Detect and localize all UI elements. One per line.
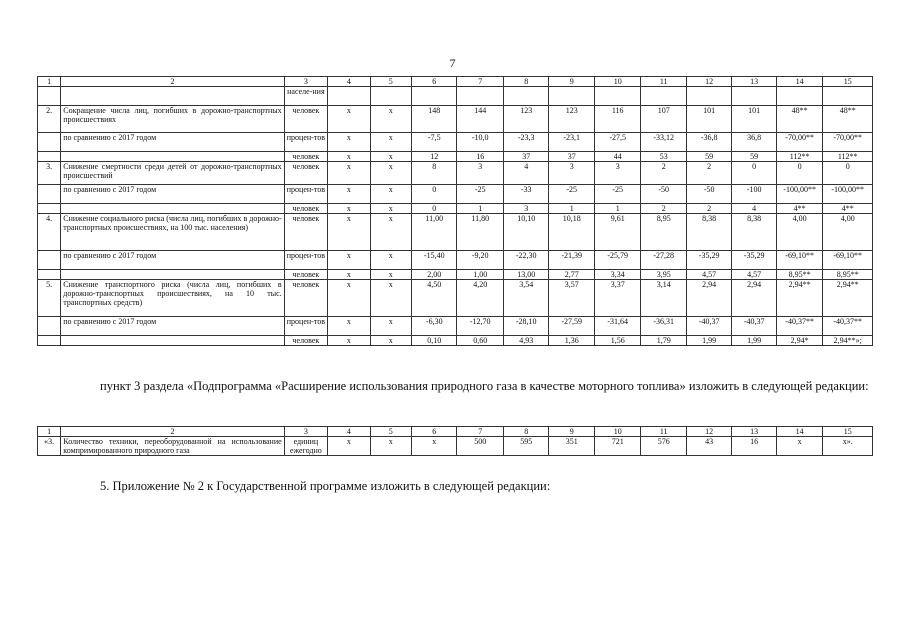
value-cell: -33 xyxy=(503,185,548,204)
column-number-13: 13 xyxy=(732,427,776,437)
value-cell: 2 xyxy=(686,162,731,185)
value-cell: 0,10 xyxy=(412,336,457,346)
unit-cell: человек xyxy=(284,280,327,317)
row-number-cell xyxy=(38,204,61,214)
value-cell: 1,99 xyxy=(732,336,776,346)
value-cell: -69,10** xyxy=(776,251,823,270)
indicator-row xyxy=(38,87,873,106)
row-number-cell xyxy=(38,270,61,280)
value-cell: -36,8 xyxy=(686,133,731,152)
indicator-name-cell xyxy=(61,336,284,346)
indicator-name-cell xyxy=(61,204,284,214)
indicator-name-cell xyxy=(61,270,284,280)
column-number-6: 6 xyxy=(412,427,457,437)
row-number-cell xyxy=(38,317,61,336)
value-cell: х xyxy=(370,204,411,214)
value-cell: -50 xyxy=(641,185,686,204)
indicator-row xyxy=(38,204,873,214)
value-cell: 3 xyxy=(549,162,594,185)
value-cell: 351 xyxy=(549,437,594,456)
value-cell: х xyxy=(328,280,370,317)
indicators-table xyxy=(37,76,873,346)
row-number-cell: 4. xyxy=(38,214,61,251)
value-cell: 36,8 xyxy=(732,133,776,152)
value-cell: -25 xyxy=(594,185,641,204)
value-cell: 0,60 xyxy=(457,336,504,346)
value-cell: 1 xyxy=(457,204,504,214)
value-cell: -100,00** xyxy=(823,185,873,204)
value-cell: 123 xyxy=(503,106,548,133)
value-cell: 721 xyxy=(594,437,641,456)
value-cell: 3 xyxy=(594,162,641,185)
value-cell: 144 xyxy=(457,106,504,133)
value-cell: 148 xyxy=(412,106,457,133)
column-number-10: 10 xyxy=(594,427,641,437)
value-cell: -15,40 xyxy=(412,251,457,270)
value-cell: 3 xyxy=(503,204,548,214)
value-cell: 8,95** xyxy=(776,270,823,280)
value-cell xyxy=(776,87,823,106)
value-cell: х xyxy=(328,204,370,214)
indicator-name-cell xyxy=(61,87,284,106)
column-number-2: 2 xyxy=(61,77,284,87)
column-number-13: 13 xyxy=(732,77,776,87)
column-number-15: 15 xyxy=(823,77,873,87)
value-cell: 8 xyxy=(412,162,457,185)
value-cell: х xyxy=(370,317,411,336)
row-number-cell xyxy=(38,336,61,346)
value-cell: -27,5 xyxy=(594,133,641,152)
value-cell: 3,95 xyxy=(641,270,686,280)
value-cell: -23,3 xyxy=(503,133,548,152)
value-cell: 37 xyxy=(549,152,594,162)
indicator-name-cell xyxy=(61,152,284,162)
indicator-name-cell: Снижение транспортного риска (числа лиц, погибших в дорожно-транспортных происшествиях, на 10 тыс. транспортных средств) xyxy=(61,280,284,317)
column-number-11: 11 xyxy=(641,427,686,437)
unit-cell: процен-тов xyxy=(284,133,327,152)
value-cell: х». xyxy=(823,437,873,456)
value-cell: 1 xyxy=(549,204,594,214)
value-cell: -25 xyxy=(457,185,504,204)
column-number-3: 3 xyxy=(284,77,327,87)
value-cell: 48** xyxy=(823,106,873,133)
row-number-cell: 5. xyxy=(38,280,61,317)
value-cell: 3,34 xyxy=(594,270,641,280)
value-cell: -40,37 xyxy=(686,317,731,336)
value-cell: -12,70 xyxy=(457,317,504,336)
indicator-name-cell: Снижение смертности среди детей от дорожно-транспортных происшествий xyxy=(61,162,284,185)
value-cell: -40,37 xyxy=(732,317,776,336)
value-cell: 8,95 xyxy=(641,214,686,251)
row-number-cell xyxy=(38,251,61,270)
value-cell: 2,77 xyxy=(549,270,594,280)
value-cell: 12 xyxy=(412,152,457,162)
value-cell: х xyxy=(370,152,411,162)
value-cell: 2,94* xyxy=(776,336,823,346)
value-cell: 59 xyxy=(686,152,731,162)
value-cell: 1,79 xyxy=(641,336,686,346)
value-cell: -27,59 xyxy=(549,317,594,336)
column-number-8: 8 xyxy=(503,427,548,437)
indicator-row xyxy=(38,336,873,346)
unit-cell: процен-тов xyxy=(284,251,327,270)
value-cell: 11,80 xyxy=(457,214,504,251)
column-number-9: 9 xyxy=(549,427,594,437)
value-cell: 4,20 xyxy=(457,280,504,317)
indicator-row xyxy=(38,270,873,280)
value-cell: 1,36 xyxy=(549,336,594,346)
column-number-12: 12 xyxy=(686,427,731,437)
unit-cell: человек xyxy=(284,204,327,214)
value-cell: х xyxy=(328,270,370,280)
value-cell: -27,28 xyxy=(641,251,686,270)
value-cell: 2 xyxy=(641,162,686,185)
value-cell: -35,29 xyxy=(732,251,776,270)
value-cell xyxy=(503,87,548,106)
value-cell: -9,20 xyxy=(457,251,504,270)
value-cell: х xyxy=(328,437,370,456)
value-cell: 4 xyxy=(732,204,776,214)
value-cell: 59 xyxy=(732,152,776,162)
unit-cell: человек xyxy=(284,270,327,280)
row-number-cell xyxy=(38,133,61,152)
value-cell xyxy=(641,87,686,106)
value-cell: 2,94 xyxy=(732,280,776,317)
value-cell: 4,00 xyxy=(823,214,873,251)
indicator-row xyxy=(38,251,873,270)
value-cell: 0 xyxy=(412,185,457,204)
value-cell: х xyxy=(370,214,411,251)
value-cell: 4,57 xyxy=(732,270,776,280)
value-cell: -25,79 xyxy=(594,251,641,270)
value-cell: -40,37** xyxy=(776,317,823,336)
value-cell: 10,10 xyxy=(503,214,548,251)
value-cell: 4,57 xyxy=(686,270,731,280)
value-cell: 11,00 xyxy=(412,214,457,251)
value-cell: 4** xyxy=(823,204,873,214)
value-cell: -100 xyxy=(732,185,776,204)
value-cell: 2,94**»; xyxy=(823,336,873,346)
value-cell: -23,1 xyxy=(549,133,594,152)
value-cell: 2,00 xyxy=(412,270,457,280)
value-cell: 0 xyxy=(412,204,457,214)
row-number-cell: 2. xyxy=(38,106,61,133)
value-cell: -100,00** xyxy=(776,185,823,204)
value-cell: 10,18 xyxy=(549,214,594,251)
indicator-name-cell: по сравнению с 2017 годом xyxy=(61,317,284,336)
value-cell: 2 xyxy=(686,204,731,214)
value-cell: 112** xyxy=(823,152,873,162)
row-number-cell xyxy=(38,152,61,162)
paragraph-gas-section: пункт 3 раздела «Подпрограмма «Расширение использования природного газа в качестве моторного топлива» изложить в следующей редакции: xyxy=(100,379,869,393)
value-cell: х xyxy=(370,280,411,317)
column-number-10: 10 xyxy=(594,77,641,87)
column-number-15: 15 xyxy=(823,427,873,437)
value-cell: 101 xyxy=(686,106,731,133)
value-cell xyxy=(457,87,504,106)
gas-subprogram-table xyxy=(37,426,873,456)
value-cell xyxy=(732,87,776,106)
value-cell: -69,10** xyxy=(823,251,873,270)
value-cell: 2,94** xyxy=(823,280,873,317)
value-cell: 1,00 xyxy=(457,270,504,280)
value-cell: 37 xyxy=(503,152,548,162)
value-cell: -28,10 xyxy=(503,317,548,336)
value-cell: х xyxy=(370,106,411,133)
value-cell: х xyxy=(370,336,411,346)
value-cell: х xyxy=(412,437,457,456)
value-cell: -7,5 xyxy=(412,133,457,152)
value-cell: х xyxy=(328,336,370,346)
value-cell: -40,37** xyxy=(823,317,873,336)
value-cell: -25 xyxy=(549,185,594,204)
value-cell: 595 xyxy=(503,437,548,456)
value-cell: 48** xyxy=(776,106,823,133)
paragraph-appendix: 5. Приложение № 2 к Государственной программе изложить в следующей редакции: xyxy=(100,479,551,493)
column-number-8: 8 xyxy=(503,77,548,87)
value-cell: 107 xyxy=(641,106,686,133)
row-number-cell: 3. xyxy=(38,162,61,185)
value-cell: х xyxy=(370,251,411,270)
value-cell xyxy=(686,87,731,106)
value-cell: х xyxy=(370,162,411,185)
column-number-11: 11 xyxy=(641,77,686,87)
indicator-name-cell: Сокращение числа лиц, погибших в дорожно-транспортных происшествиях xyxy=(61,106,284,133)
value-cell: 53 xyxy=(641,152,686,162)
value-cell: -36,31 xyxy=(641,317,686,336)
value-cell: 4,50 xyxy=(412,280,457,317)
value-cell: 112** xyxy=(776,152,823,162)
value-cell xyxy=(823,87,873,106)
value-cell: 2 xyxy=(641,204,686,214)
indicator-row xyxy=(38,317,873,336)
value-cell: х xyxy=(328,133,370,152)
indicator-row xyxy=(38,280,873,317)
column-number-6: 6 xyxy=(412,77,457,87)
value-cell: 3 xyxy=(457,162,504,185)
value-cell: 0 xyxy=(823,162,873,185)
value-cell: 4,93 xyxy=(503,336,548,346)
value-cell: х xyxy=(328,251,370,270)
value-cell: 8,38 xyxy=(686,214,731,251)
indicator-row xyxy=(38,214,873,251)
value-cell: 576 xyxy=(641,437,686,456)
value-cell: 2,94 xyxy=(686,280,731,317)
unit-cell: человек xyxy=(284,106,327,133)
value-cell: 4 xyxy=(503,162,548,185)
value-cell: 8,95** xyxy=(823,270,873,280)
indicator-name-cell: по сравнению с 2017 годом xyxy=(61,133,284,152)
value-cell xyxy=(328,87,370,106)
indicator-name-cell: Снижение социального риска (числа лиц, погибших в дорожно-транспортных происшествиях, на 100 тыс. населения) xyxy=(61,214,284,251)
value-cell: х xyxy=(370,185,411,204)
value-cell: х xyxy=(328,317,370,336)
indicator-row xyxy=(38,152,873,162)
value-cell: 16 xyxy=(732,437,776,456)
main-column-numbers-row xyxy=(38,77,873,87)
indicator-row xyxy=(38,133,873,152)
indicator-name-cell: Количество техники, переоборудованной на использование компримированного природного газа xyxy=(61,437,284,456)
column-number-3: 3 xyxy=(284,427,327,437)
value-cell: 0 xyxy=(732,162,776,185)
value-cell: х xyxy=(370,437,411,456)
value-cell: 44 xyxy=(594,152,641,162)
indicator-row xyxy=(38,185,873,204)
value-cell xyxy=(594,87,641,106)
column-number-9: 9 xyxy=(549,77,594,87)
unit-cell: человек xyxy=(284,162,327,185)
value-cell: 500 xyxy=(457,437,504,456)
value-cell: -33,12 xyxy=(641,133,686,152)
value-cell: -70,00** xyxy=(776,133,823,152)
value-cell: х xyxy=(370,133,411,152)
value-cell: х xyxy=(328,214,370,251)
value-cell: х xyxy=(370,270,411,280)
value-cell: -22,30 xyxy=(503,251,548,270)
unit-cell: человек xyxy=(284,214,327,251)
indicator-name-cell: по сравнению с 2017 годом xyxy=(61,251,284,270)
unit-cell: человек xyxy=(284,336,327,346)
column-number-1: 1 xyxy=(38,427,61,437)
value-cell: 3,54 xyxy=(503,280,548,317)
value-cell: 16 xyxy=(457,152,504,162)
column-number-7: 7 xyxy=(457,77,504,87)
column-number-4: 4 xyxy=(328,427,370,437)
value-cell: 9,61 xyxy=(594,214,641,251)
row-number-cell: «3. xyxy=(38,437,61,456)
value-cell: х xyxy=(776,437,823,456)
value-cell: 101 xyxy=(732,106,776,133)
value-cell xyxy=(549,87,594,106)
column-number-12: 12 xyxy=(686,77,731,87)
column-number-14: 14 xyxy=(776,427,823,437)
value-cell: х xyxy=(328,162,370,185)
indicator-name-cell: по сравнению с 2017 годом xyxy=(61,185,284,204)
value-cell: -70,00** xyxy=(823,133,873,152)
value-cell: -10,0 xyxy=(457,133,504,152)
value-cell: -50 xyxy=(686,185,731,204)
value-cell: 4** xyxy=(776,204,823,214)
column-number-7: 7 xyxy=(457,427,504,437)
column-number-5: 5 xyxy=(370,427,411,437)
value-cell: 3,57 xyxy=(549,280,594,317)
unit-cell: единиц ежегодно xyxy=(284,437,327,456)
column-number-4: 4 xyxy=(328,77,370,87)
indicator-row xyxy=(38,106,873,133)
value-cell: 8,38 xyxy=(732,214,776,251)
value-cell: х xyxy=(328,185,370,204)
value-cell: 4,00 xyxy=(776,214,823,251)
value-cell: х xyxy=(328,152,370,162)
value-cell: 13,00 xyxy=(503,270,548,280)
column-number-1: 1 xyxy=(38,77,61,87)
value-cell: 1,99 xyxy=(686,336,731,346)
indicator-row xyxy=(38,162,873,185)
unit-cell: человек xyxy=(284,152,327,162)
unit-cell: процен-тов xyxy=(284,317,327,336)
row-number-cell xyxy=(38,87,61,106)
value-cell: -31,64 xyxy=(594,317,641,336)
unit-cell: процен-тов xyxy=(284,185,327,204)
column-number-5: 5 xyxy=(370,77,411,87)
value-cell xyxy=(412,87,457,106)
value-cell: х xyxy=(328,106,370,133)
gas-row xyxy=(38,437,873,456)
value-cell: -6,30 xyxy=(412,317,457,336)
value-cell: 2,94** xyxy=(776,280,823,317)
column-number-14: 14 xyxy=(776,77,823,87)
value-cell xyxy=(370,87,411,106)
value-cell: 43 xyxy=(686,437,731,456)
page-number: 7 xyxy=(449,56,456,70)
value-cell: 0 xyxy=(776,162,823,185)
value-cell: 123 xyxy=(549,106,594,133)
unit-cell: населе-ния xyxy=(284,87,327,106)
gas-column-numbers-row xyxy=(38,427,873,437)
column-number-2: 2 xyxy=(61,427,284,437)
value-cell: 116 xyxy=(594,106,641,133)
value-cell: -35,29 xyxy=(686,251,731,270)
value-cell: 1,56 xyxy=(594,336,641,346)
value-cell: 3,37 xyxy=(594,280,641,317)
value-cell: 3,14 xyxy=(641,280,686,317)
value-cell: 1 xyxy=(594,204,641,214)
value-cell: -21,39 xyxy=(549,251,594,270)
row-number-cell xyxy=(38,185,61,204)
